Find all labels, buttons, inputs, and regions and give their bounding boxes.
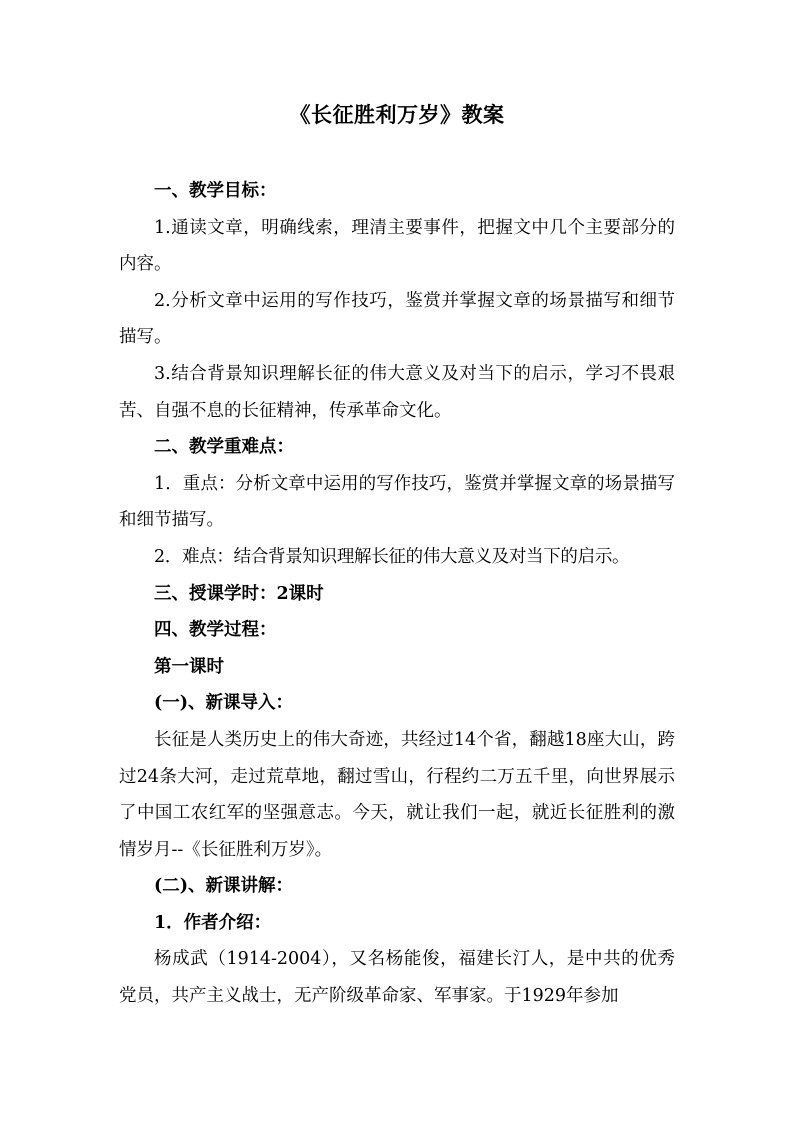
section-heading-process: 四、教学过程：	[154, 620, 277, 641]
objective-2-paragraph: 2.分析文章中运用的写作技巧，鉴赏并掌握文章的场景描写和细节描写。	[119, 290, 675, 348]
section-heading-class-hours: 三、授课学时：2课时	[154, 583, 324, 604]
lesson-one-heading: 第一课时	[154, 656, 224, 677]
subsection-heading-lecture: (二)、新课讲解：	[154, 876, 294, 897]
author-intro-heading: 1．作者介绍：	[154, 912, 272, 933]
section-heading-key-points: 二、教学重难点：	[154, 437, 294, 458]
objective-1-paragraph: 1.通读文章，明确线索，理清主要事件，把握文中几个主要部分的内容。	[119, 217, 675, 275]
intro-paragraph: 长征是人类历史上的伟大奇迹，共经过14个省，翻越18座大山，跨过24条大河，走过荒草地，翻过雪山，行程约二万五千里，向世界展示了中国工农红军的坚强意志。今天，就让我们一起，就近长征胜利的激情岁月--《长征胜利万岁》。	[119, 729, 675, 860]
section-heading-objectives: 一、教学目标：	[154, 181, 277, 201]
author-paragraph: 杨成武（1914-2004），又名杨能俊，福建长汀人，是中共的优秀党员，共产主义战士，无产阶级革命家、军事家。于1929年参加	[119, 949, 675, 1007]
key-point-paragraph: 1．重点：分析文章中运用的写作技巧，鉴赏并掌握文章的场景描写和细节描写。	[119, 473, 675, 531]
document-title: 《长征胜利万岁》教案	[289, 102, 505, 127]
objective-3-paragraph: 3.结合背景知识理解长征的伟大意义及对当下的启示，学习不畏艰苦、自强不息的长征精神，传承革命文化。	[119, 363, 675, 421]
subsection-heading-intro: (一)、新课导入：	[154, 693, 294, 714]
difficulty-paragraph: 2．难点：结合背景知识理解长征的伟大意义及对当下的启示。	[154, 546, 630, 567]
document-body	[119, 173, 675, 1015]
